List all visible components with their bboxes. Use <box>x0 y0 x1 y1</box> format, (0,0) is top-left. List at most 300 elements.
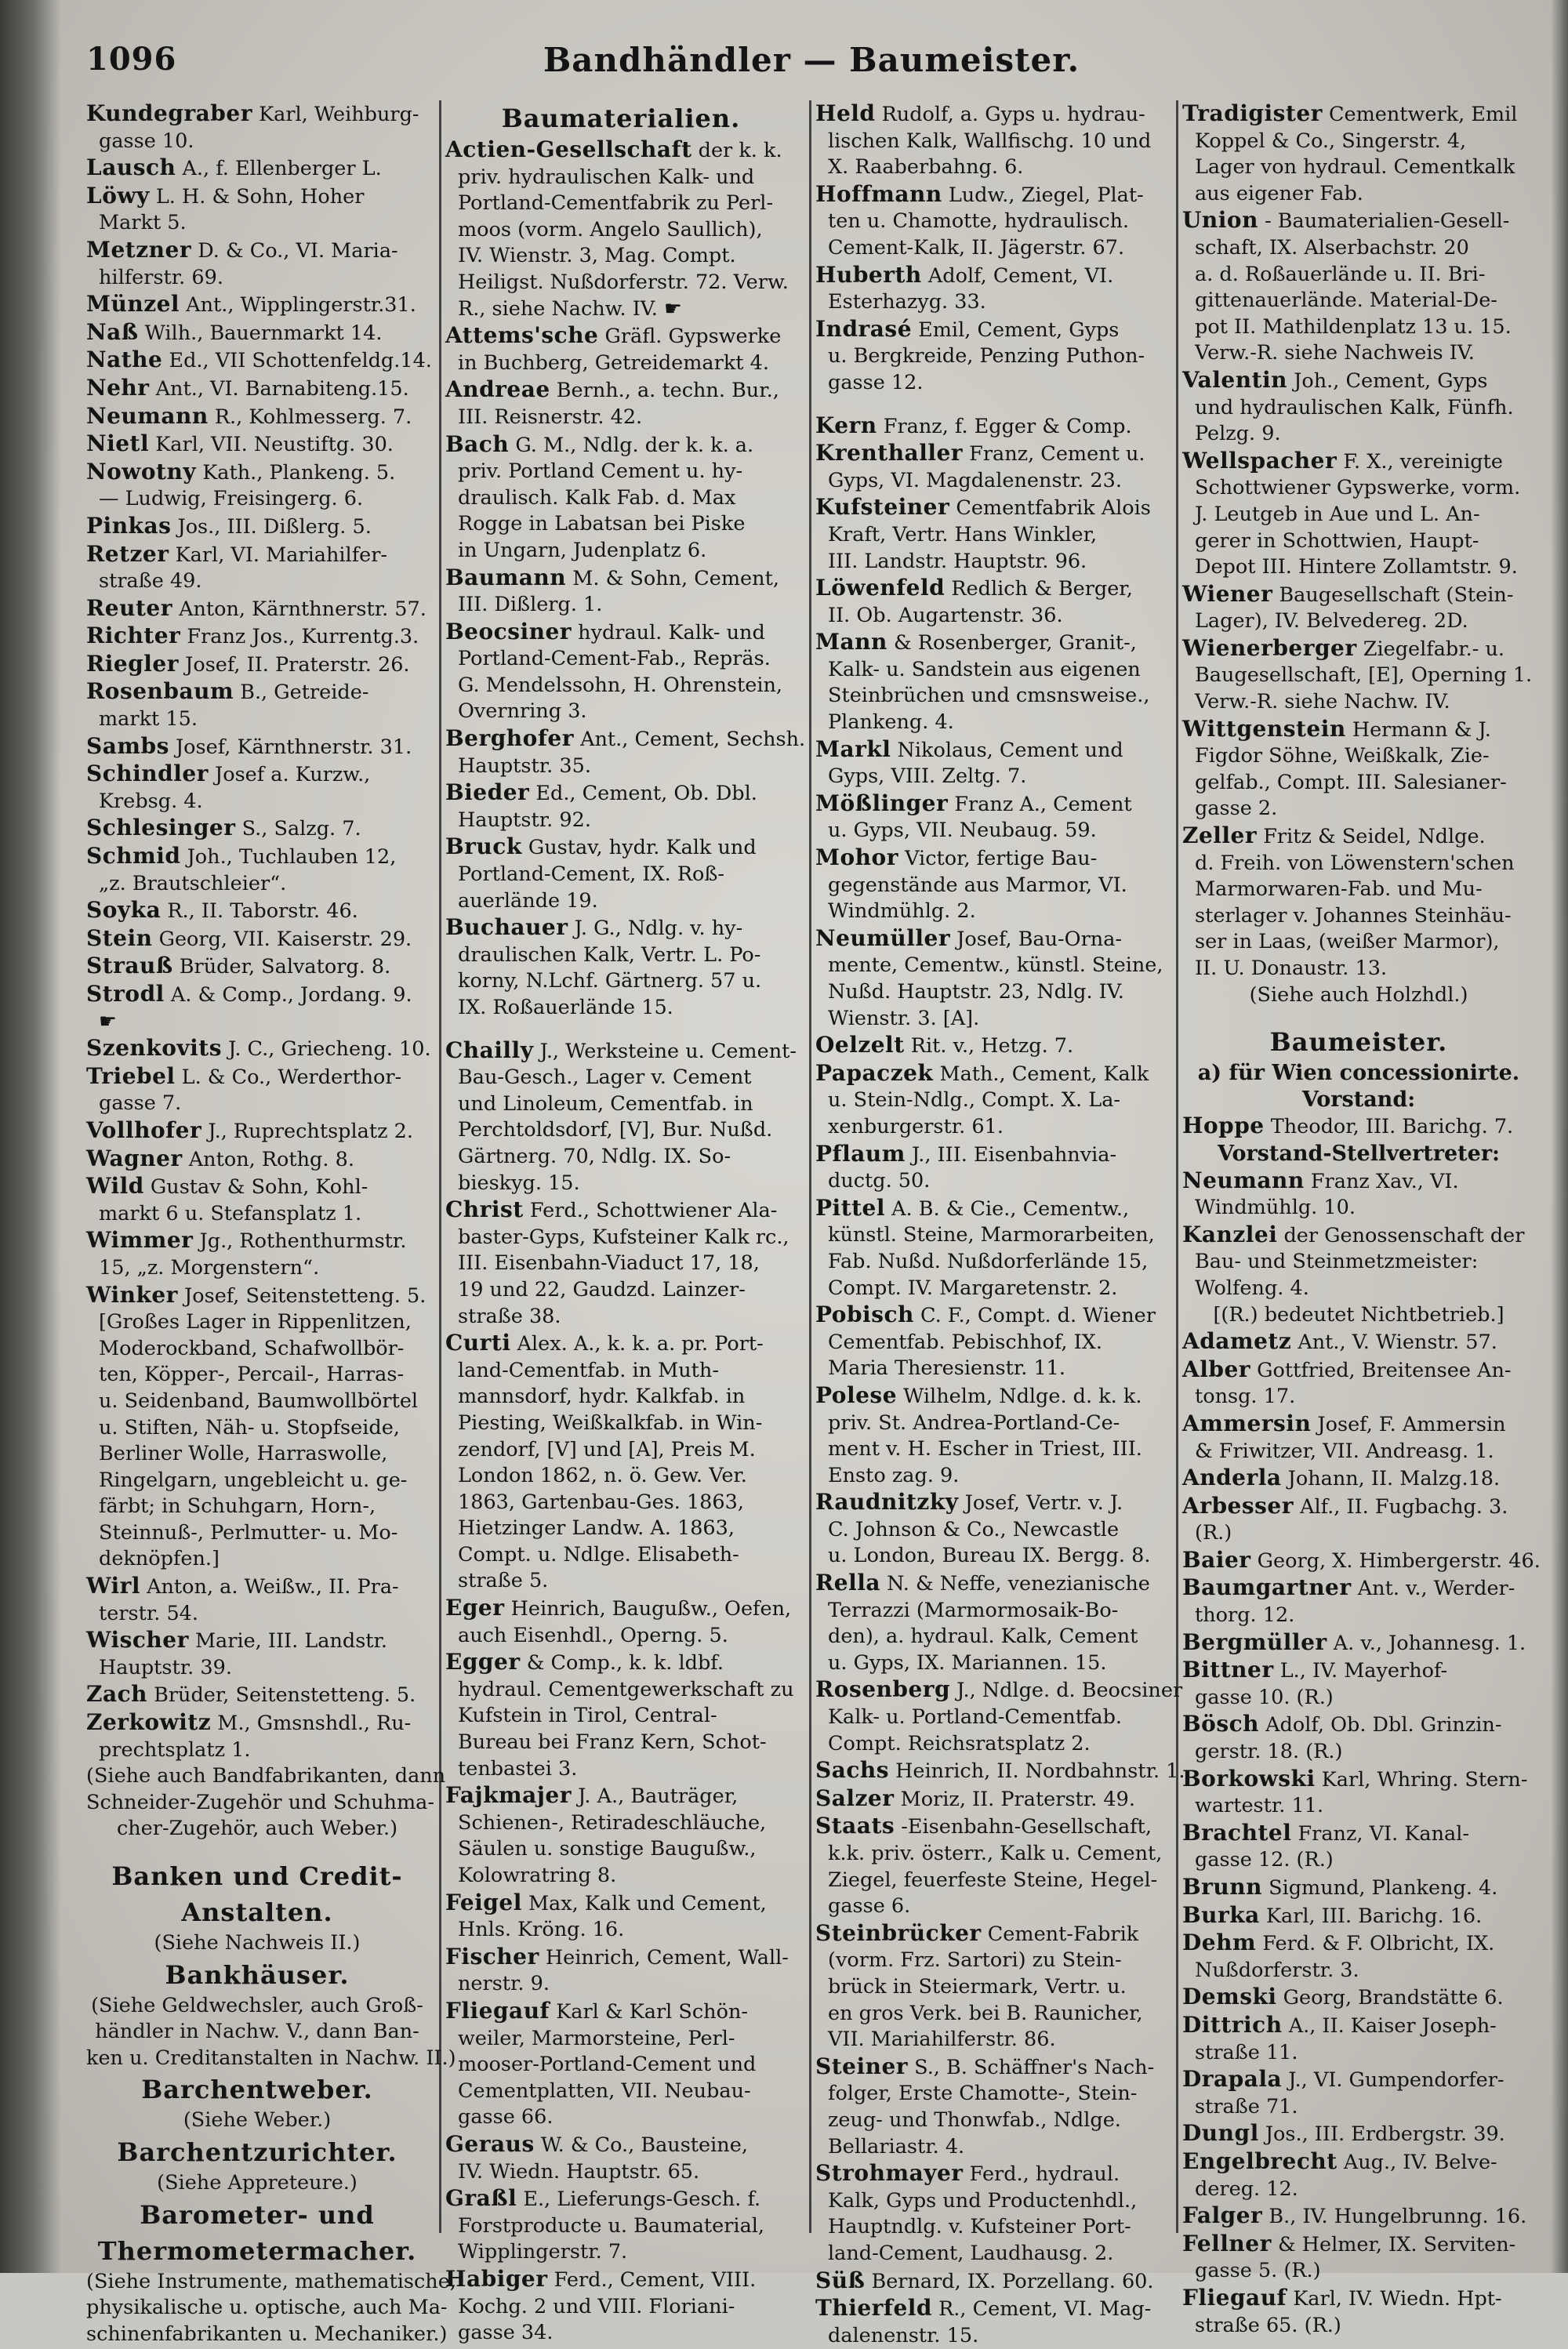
entry-continuation <box>445 942 797 969</box>
entry-text: Fab. Nußd. Nußdorferlände 15, <box>828 1249 1149 1273</box>
directory-entry <box>1182 2148 1535 2177</box>
entry-name: Fellner <box>1182 2230 1272 2256</box>
directory-entry <box>815 629 1163 657</box>
entry-text: Lager von hydraul. Cementkalk <box>1195 155 1515 180</box>
directory-entry <box>445 725 806 753</box>
entry-continuation <box>445 165 797 191</box>
entry-text: Marie, III. Landstr. <box>194 1629 388 1654</box>
entry-text: Josef a. Kurzw., <box>215 763 371 787</box>
entry-text: u. London, Bureau IX. Bergg. 8. <box>828 1544 1151 1568</box>
entry-text: & Friwitzer, VII. Andreasg. 1. <box>1195 1439 1494 1463</box>
entry-continuation <box>445 1117 797 1144</box>
entry-name: Szenkovits <box>86 1035 222 1062</box>
entry-text: Josef, Seitenstetteng. 5. <box>184 1283 426 1308</box>
entry-continuation <box>445 1703 797 1730</box>
entry-text: Bernh., a. techn. Bur., <box>556 379 779 403</box>
entry-continuation <box>86 1362 428 1389</box>
entry-continuation <box>815 289 1163 316</box>
entry-continuation <box>1182 314 1535 341</box>
directory-entry <box>86 1227 428 1255</box>
entry-continuation <box>1182 1249 1535 1276</box>
entry-name: Neumann <box>1182 1167 1305 1193</box>
entry-text: Baumaterialien. <box>501 103 741 133</box>
entry-text: Ferd., Cement, VIII. <box>554 2267 757 2292</box>
entry-text: Bau- und Steinmetzmeister: <box>1195 1250 1479 1274</box>
entry-text: Karl & Karl Schön- <box>556 1999 748 2024</box>
entry-name: Dittrich <box>1182 2011 1283 2038</box>
entry-text: Ferd. & F. Olbricht, IX. <box>1262 1932 1495 1956</box>
entry-name: Bruck <box>445 833 522 860</box>
entry-text: R., siehe Nachw. IV. ☛ <box>458 296 682 321</box>
entry-name: Wirl <box>86 1573 140 1599</box>
directory-entry <box>445 619 797 647</box>
entry-continuation <box>445 2239 797 2266</box>
entry-text: moos (vorm. Angelo Saullich), <box>458 217 763 241</box>
directory-entry <box>86 319 428 347</box>
column-2 <box>445 100 806 2345</box>
directory-entry <box>1182 1222 1535 1250</box>
entry-continuation <box>815 522 1163 549</box>
directory-entry <box>1182 100 1535 129</box>
entry-continuation <box>445 459 797 485</box>
entry-text: Overnring 3. <box>458 699 587 724</box>
entry-text: R., Cement, VI. Mag- <box>938 2297 1152 2322</box>
entry-continuation <box>445 1542 797 1569</box>
spacer <box>445 1022 797 1037</box>
entry-text: Thermometermacher. <box>97 2235 417 2266</box>
cross-reference-note <box>86 1790 434 1817</box>
directory-entry <box>1182 1657 1535 1685</box>
entry-continuation <box>1182 1739 1535 1766</box>
directory-entry <box>86 733 428 761</box>
entry-text: Depot III. Hintere Zollamtstr. 9. <box>1195 555 1518 579</box>
subsection-heading <box>1182 1141 1535 1167</box>
entry-name: Kufsteiner <box>815 494 950 521</box>
entry-text: Adolf, Cement, VI. <box>927 263 1114 288</box>
directory-entry <box>86 1063 428 1091</box>
entry-name: Rosenberg <box>815 1676 951 1703</box>
directory-entry <box>1182 1984 1535 2012</box>
entry-text: D. & Co., VI. Maria- <box>198 238 398 263</box>
entry-continuation <box>1182 2094 1535 2121</box>
entry-continuation <box>86 1441 428 1468</box>
entry-text: C. Johnson & Co., Newcastle <box>828 1517 1120 1541</box>
entry-text: cher-Zugehör, auch Weber.) <box>116 1817 398 1841</box>
entry-text: Kolowratring 8. <box>458 1864 617 1887</box>
entry-name: Falger <box>1182 2202 1263 2229</box>
entry-continuation <box>1182 608 1535 635</box>
entry-name: Mößlinger <box>815 790 949 816</box>
entry-continuation <box>1182 235 1535 262</box>
entry-text: weiler, Marmorsteine, Perl- <box>458 2026 735 2050</box>
entry-continuation <box>445 646 797 673</box>
entry-continuation <box>815 657 1163 684</box>
entry-text: III. Landstr. Hauptstr. 96. <box>828 549 1087 573</box>
entry-text: „z. Brautschleier“. <box>99 871 287 895</box>
entry-continuation <box>445 511 797 538</box>
column-3 <box>815 100 1185 2347</box>
entry-continuation <box>1182 1195 1535 1222</box>
entry-continuation <box>445 538 797 565</box>
entry-name: Bergmüller <box>1182 1628 1327 1655</box>
entry-text: Barchentzurichter. <box>117 2137 397 2167</box>
directory-entry <box>815 1141 1163 1169</box>
entry-continuation <box>445 2104 797 2131</box>
entry-text: Karl, VII. Neustiftg. 30. <box>155 433 394 457</box>
entry-text: A., II. Kaiser Joseph- <box>1288 2013 1497 2038</box>
entry-continuation <box>445 1410 797 1437</box>
entry-text: mannsdorf, hydr. Kalkfab. in <box>458 1385 746 1409</box>
entry-continuation <box>815 1410 1163 1437</box>
entry-text: Markt 5. <box>99 211 187 235</box>
entry-name: Wimmer <box>86 1227 194 1254</box>
entry-text: Rit. v., Hetzg. 7. <box>910 1034 1074 1058</box>
entry-text: Verw.-R. siehe Nachweis IV. <box>1195 341 1475 365</box>
cross-reference-note <box>86 2108 428 2134</box>
directory-entry <box>1182 1820 1535 1848</box>
entry-text: J. A., Bauträger, <box>578 1784 739 1809</box>
entry-text: Steinbrüchen und cmsnsweise., <box>828 684 1150 708</box>
directory-entry <box>815 1489 1163 1517</box>
entry-name: Baier <box>1182 1546 1251 1573</box>
directory-entry <box>815 181 1163 209</box>
entry-text: Säulen u. sonstige Baugußw., <box>458 1837 757 1861</box>
directory-entry <box>1182 1328 1535 1356</box>
entry-text: Anstalten. <box>181 1897 333 1927</box>
directory-entry <box>86 100 428 129</box>
entry-continuation <box>445 995 797 1022</box>
entry-text: Ed., Cement, Ob. Dbl. <box>535 782 757 806</box>
entry-continuation <box>815 1168 1163 1195</box>
entry-text: C. F., Compt. d. Wiener <box>920 1304 1156 1328</box>
entry-name: Kern <box>815 412 877 438</box>
entry-continuation <box>86 871 428 898</box>
entry-text: ken u. Creditanstalten in Nachw. II.) <box>86 2046 456 2070</box>
entry-text: hilferstr. 69. <box>99 265 223 289</box>
entry-text: [Großes Lager in Rippenlitzen, <box>99 1310 412 1334</box>
entry-text: -Eisenbahn-Gesellschaft, <box>901 1815 1152 1839</box>
entry-text: G. Mendelssohn, H. Ohrenstein, <box>458 673 783 697</box>
directory-entry <box>86 897 428 925</box>
entry-continuation <box>1182 129 1535 155</box>
directory-entry <box>815 1060 1163 1088</box>
directory-entry <box>445 914 797 942</box>
entry-text: Piesting, Weißkalkfab. in Win- <box>458 1410 763 1435</box>
running-title: Bandhändler — Baumeister. <box>543 41 1080 79</box>
entry-text: gerstr. 18. (R.) <box>1195 1740 1343 1764</box>
entry-name: Wiener <box>1182 580 1273 607</box>
entry-name: Thierfeld <box>815 2295 932 2322</box>
entry-text: thorg. 12. <box>1195 1603 1295 1628</box>
entry-continuation <box>445 1568 797 1595</box>
entry-continuation <box>86 1009 428 1036</box>
entry-text: in Buchberg, Getreidemarkt 4. <box>458 350 769 375</box>
entry-text: L., IV. Mayerhof- <box>1279 1659 1448 1683</box>
directory-entry <box>815 262 1163 290</box>
directory-entry <box>86 1035 431 1063</box>
entry-continuation <box>86 129 428 155</box>
directory-entry <box>815 844 1163 873</box>
entry-text: Compt. IV. Margaretenstr. 2. <box>828 1276 1118 1300</box>
entry-name: Baumann <box>445 564 567 590</box>
section-heading <box>86 2233 428 2269</box>
entry-text: Adolf, Ob. Dbl. Grinzin- <box>1265 1713 1502 1737</box>
directory-entry <box>1182 635 1535 663</box>
entry-name: Huberth <box>815 261 922 288</box>
directory-entry <box>1182 2066 1535 2094</box>
entry-continuation <box>86 1255 428 1282</box>
entry-name: Oelzelt <box>815 1032 905 1058</box>
directory-entry <box>815 2160 1163 2188</box>
entry-continuation <box>815 1249 1163 1276</box>
entry-text: Joh., Tuchlauben 12, <box>187 845 397 870</box>
entry-text: A. v., Johannesg. 1. <box>1333 1631 1526 1655</box>
entry-name: Alber <box>1182 1356 1251 1382</box>
entry-text: J. Leutgeb in Aue und L. An- <box>1195 502 1480 526</box>
entry-text: land-Cementfab. in Muth- <box>458 1358 719 1382</box>
entry-name: Krenthaller <box>815 440 964 467</box>
entry-continuation <box>815 1436 1163 1463</box>
entry-text: Franz Xav., VI. <box>1310 1169 1459 1193</box>
directory-entry <box>86 513 428 541</box>
directory-entry <box>815 1813 1163 1841</box>
entry-continuation <box>445 2079 797 2105</box>
entry-continuation <box>1182 181 1535 208</box>
entry-name: Schmid <box>86 843 181 870</box>
entry-text: Jg., Rothenthurmstr. <box>199 1229 407 1254</box>
entry-text: Josef, Bau-Orna- <box>956 927 1123 951</box>
entry-text: Kochg. 2 und VIII. Floriani- <box>458 2294 735 2318</box>
entry-text: Windmühlg. 10. <box>1195 1196 1356 1220</box>
entry-continuation <box>1182 1439 1535 1465</box>
directory-entry <box>445 2266 797 2294</box>
entry-text: Portland-Cement, IX. Roß- <box>458 862 725 887</box>
entry-text: terstr. 54. <box>99 1601 199 1625</box>
directory-entry <box>445 376 797 405</box>
entry-name: Pittel <box>815 1194 886 1221</box>
entry-continuation <box>815 549 1163 575</box>
entry-text: in Ungarn, Judenplatz 6. <box>458 538 707 562</box>
scan-left-edge-shadow <box>0 0 61 2273</box>
directory-entry <box>86 1709 428 1737</box>
entry-continuation <box>445 592 797 619</box>
entry-text: Franz, Cement u. <box>969 442 1145 467</box>
entry-text: Kalk- u. Sandstein aus eigenen <box>828 657 1141 681</box>
directory-entry <box>86 375 428 403</box>
entry-continuation <box>815 2134 1163 2161</box>
column-4 <box>1182 100 1541 2337</box>
directory-entry <box>1182 2231 1535 2259</box>
entry-name: Andreae <box>445 376 550 403</box>
entry-name: Fajkmajer <box>445 1782 572 1809</box>
entry-continuation <box>445 1917 797 1944</box>
directory-entry <box>445 2185 797 2213</box>
entry-text: Esterhazyg. 33. <box>828 290 986 314</box>
entry-text: A., f. Ellenberger L. <box>182 157 382 181</box>
entry-continuation <box>86 1601 428 1628</box>
entry-text: Heinrich, Baugußw., Oefen, <box>510 1597 792 1621</box>
directory-entry <box>86 595 428 623</box>
directory-entry <box>86 953 428 981</box>
entry-continuation <box>815 1705 1163 1731</box>
entry-text: Anton, a. Weißw., II. Pra- <box>147 1575 399 1599</box>
entry-text: Banken und Credit- <box>111 1861 403 1891</box>
entry-continuation <box>86 1655 428 1682</box>
entry-text: Bau-Gesch., Lager v. Cement <box>458 1066 752 1090</box>
directory-entry <box>1182 367 1535 395</box>
entry-text: Josef, F. Ammersin <box>1317 1412 1506 1436</box>
entry-text: III. Eisenbahn-Viaduct 17, 18, <box>458 1251 760 1276</box>
entry-name: Schlesinger <box>86 815 236 841</box>
entry-text: II. Ob. Augartenstr. 36. <box>828 603 1063 627</box>
entry-text: aus eigener Fab. <box>1195 181 1363 205</box>
entry-name: Steiner <box>815 2053 909 2079</box>
scan-right-edge-shadow <box>1551 0 1568 2273</box>
entry-continuation <box>1182 743 1535 770</box>
entry-text: pot II. Mathildenplatz 13 u. 15. <box>1195 314 1512 339</box>
entry-name: Bösch <box>1182 1711 1260 1737</box>
entry-name: Wischer <box>86 1627 189 1654</box>
entry-text: R., Kohlmesserg. 7. <box>214 405 412 429</box>
entry-continuation <box>445 888 797 915</box>
cross-reference-note <box>86 1763 446 1790</box>
entry-name: Löwy <box>86 182 150 209</box>
directory-entry <box>1182 2012 1535 2040</box>
directory-entry <box>1182 2120 1535 2148</box>
entry-name: Chailly <box>445 1037 534 1063</box>
directory-entry <box>445 136 797 165</box>
spacer <box>1182 1008 1535 1024</box>
entry-text: Karl, VI. Mariahilfer- <box>175 543 388 567</box>
entry-continuation <box>1182 770 1535 797</box>
entry-text: A. & Comp., Jordang. 9. <box>170 983 412 1007</box>
entry-text: schinenfabrikanten u. Mechaniker.) <box>86 2322 448 2346</box>
entry-continuation <box>815 209 1163 235</box>
entry-continuation <box>815 1356 1163 1382</box>
entry-text: ten, Köpper-, Percail-, Harras- <box>99 1363 405 1387</box>
entry-text: draulischen Kalk, Vertr. L. Po- <box>458 942 761 967</box>
directory-entry <box>1182 1902 1535 1930</box>
entry-text: markt 15. <box>99 707 198 732</box>
directory-entry <box>815 494 1163 522</box>
entry-text: färbt; in Schuhgarn, Horn-, <box>99 1494 376 1519</box>
entry-name: Markl <box>815 735 891 762</box>
entry-text: III. Reisnerstr. 42. <box>458 405 643 429</box>
entry-continuation <box>445 1863 797 1890</box>
entry-text: hydraul. Kalk- und <box>578 620 765 644</box>
entry-continuation <box>445 2026 797 2053</box>
entry-name: Valentin <box>1182 366 1288 393</box>
entry-name: Lausch <box>86 154 176 181</box>
entry-text: gasse 6. <box>828 1894 911 1919</box>
entry-name: Kanzlei <box>1182 1221 1278 1247</box>
entry-continuation <box>445 405 797 431</box>
directory-entry <box>815 2053 1163 2082</box>
entry-text: & Rosenberger, Granit-, <box>893 631 1137 655</box>
entry-continuation <box>445 968 797 995</box>
entry-text: J. G., Ndlg. v. hy- <box>574 917 743 941</box>
entry-name: Curti <box>445 1330 511 1356</box>
entry-continuation <box>815 1893 1163 1920</box>
entry-name: Kundegraber <box>86 100 252 126</box>
directory-entry <box>445 1595 797 1623</box>
entry-continuation <box>815 2027 1163 2053</box>
entry-continuation <box>1182 2258 1535 2285</box>
entry-text: Kraft, Vertr. Hans Winkler, <box>828 522 1098 546</box>
entry-continuation <box>815 1624 1163 1650</box>
directory-entry <box>1182 1711 1535 1739</box>
entry-text: Franz, f. Egger & Comp. <box>883 414 1132 438</box>
column-1 <box>86 100 456 2346</box>
entry-continuation <box>1182 340 1535 367</box>
entry-text: Georg, X. Himbergerstr. 46. <box>1257 1548 1541 1573</box>
entry-text: tenbastei 3. <box>458 1756 578 1781</box>
directory-entry <box>445 565 797 593</box>
entry-text: X. Raaberbahng. 6. <box>828 155 1024 180</box>
entry-text: Rogge in Labatsan bei Piske <box>458 512 746 536</box>
directory-entry <box>1182 1113 1535 1141</box>
entry-name: Strodl <box>86 981 165 1007</box>
directory-entry <box>445 1330 797 1358</box>
entry-name: Fliegauf <box>1182 2284 1287 2311</box>
entry-text: Jos., III. Erdbergstr. 39. <box>1265 2122 1505 2147</box>
entry-continuation <box>1182 395 1535 422</box>
entry-text: dalenenstr. 15. <box>828 2323 979 2347</box>
entry-text: gasse 12. (R.) <box>1195 1848 1334 1872</box>
entry-text: Wienstr. 3. [A]. <box>828 1006 980 1030</box>
entry-continuation <box>445 1277 797 1304</box>
entry-continuation <box>86 1546 428 1573</box>
directory-entry <box>445 1196 797 1225</box>
entry-text: Max, Kalk und Cement, <box>528 1891 767 1915</box>
directory-entry <box>1182 1356 1535 1385</box>
entry-text: Gräfl. Gypswerke <box>604 325 782 349</box>
entry-text: tonsg. 17. <box>1195 1385 1296 1409</box>
entry-text: Cement-Fabrik <box>987 1922 1139 1946</box>
entry-text: (R.) <box>1195 1521 1232 1545</box>
directory-entry <box>815 1757 1185 1785</box>
entry-text: Terrazzi (Marmormosaik-Bo- <box>828 1598 1119 1622</box>
directory-entry <box>1182 1167 1535 1196</box>
entry-name: Hoppe <box>1182 1113 1265 1139</box>
entry-continuation <box>1182 1847 1535 1874</box>
entry-text: Bernard, IX. Porzellang. 60. <box>871 2269 1154 2293</box>
entry-name: Zerkowitz <box>86 1709 212 1736</box>
entry-text: Schottwiener Gypswerke, vorm. <box>1195 476 1521 500</box>
entry-name: Attems'sche <box>445 322 599 349</box>
entry-name: Staats <box>815 1813 895 1839</box>
entry-name: Wienerberger <box>1182 634 1357 661</box>
entry-text: Koppel & Co., Singerstr. 4, <box>1195 129 1467 153</box>
entry-text: Brüder, Salvatorg. 8. <box>179 955 391 979</box>
entry-name: Bach <box>445 430 510 457</box>
cross-reference-note <box>86 2295 448 2322</box>
entry-name: Feigel <box>445 1889 522 1915</box>
cross-reference-note <box>1182 982 1535 1009</box>
entry-continuation <box>815 818 1163 844</box>
entry-text: Jos., III. Dißlerg. 5. <box>177 514 372 539</box>
entry-continuation <box>815 343 1163 370</box>
entry-text: Franz, VI. Kanal- <box>1298 1821 1469 1846</box>
entry-name: Ammersin <box>1182 1410 1312 1436</box>
entry-name: Sachs <box>815 1757 890 1784</box>
entry-continuation <box>445 1065 797 1091</box>
entry-text: Alex. A., k. k. a. pr. Port- <box>517 1332 764 1356</box>
entry-text: hydraul. Cementgewerkschaft zu <box>458 1677 794 1701</box>
entry-continuation <box>815 1222 1163 1249</box>
entry-name: Pobisch <box>815 1302 914 1328</box>
entry-name: Habiger <box>445 2265 548 2292</box>
